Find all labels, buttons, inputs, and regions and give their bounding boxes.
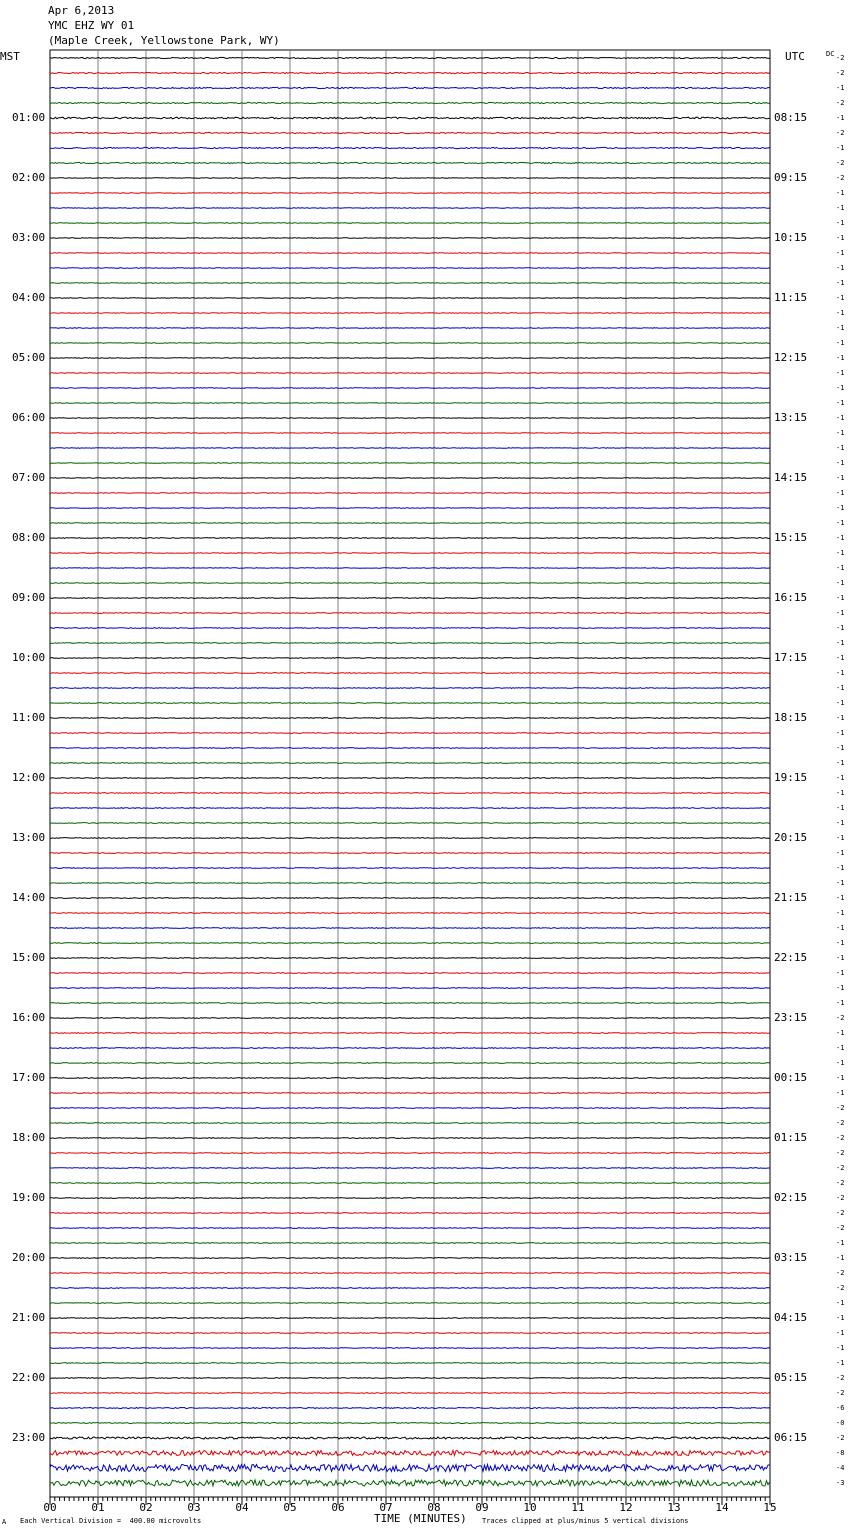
dc-offset-label: -1 — [836, 849, 845, 857]
trace-line — [50, 1408, 770, 1409]
x-tick-label: 13 — [667, 1501, 681, 1514]
dc-offset-label: -1 — [836, 354, 845, 362]
trace-line — [50, 418, 770, 419]
trace-line — [50, 433, 770, 434]
trace-line — [50, 1018, 770, 1019]
dc-offset-label: -6 — [836, 1404, 845, 1412]
right-hour-label: 14:15 — [774, 471, 808, 484]
trace-line — [50, 583, 770, 584]
dc-offset-label: -2 — [836, 54, 845, 62]
trace-line — [50, 373, 770, 374]
trace-line — [50, 523, 770, 524]
x-tick-label: 02 — [139, 1501, 153, 1514]
dc-offset-label: -2 — [836, 1134, 845, 1142]
trace-line — [50, 1378, 770, 1379]
trace-line — [50, 223, 770, 224]
trace-line — [50, 568, 770, 569]
trace-line — [50, 238, 770, 239]
left-hour-label: 02:00 — [12, 171, 46, 184]
trace-line — [50, 688, 770, 689]
dc-offset-label: -2 — [836, 1194, 845, 1202]
dc-offset-label: -2 — [836, 159, 845, 167]
dc-offset-label: -1 — [836, 459, 845, 467]
dc-offset-label: -2 — [836, 1014, 845, 1022]
trace-line — [50, 388, 770, 389]
trace-line — [50, 598, 770, 599]
dc-offset-label: -1 — [836, 444, 845, 452]
trace-line — [50, 1003, 770, 1004]
left-hour-label: 13:00 — [12, 831, 46, 844]
right-hour-label: 06:15 — [774, 1431, 808, 1444]
trace-line — [50, 1228, 770, 1229]
dc-offset-label: -1 — [836, 1344, 845, 1352]
dc-offset-label: -1 — [836, 714, 845, 722]
trace-line — [50, 57, 770, 58]
right-hour-label: 15:15 — [774, 531, 808, 544]
trace-line — [50, 1273, 770, 1274]
dc-offset-label: -1 — [836, 1059, 845, 1067]
x-tick-label: 08 — [427, 1501, 441, 1514]
trace-line — [50, 253, 770, 254]
dc-offset-label: -1 — [836, 414, 845, 422]
trace-line — [50, 883, 770, 884]
dc-offset-label: -1 — [836, 489, 845, 497]
dc-offset-label: -1 — [836, 204, 845, 212]
dc-offset-label: -1 — [836, 1254, 845, 1262]
left-hour-label: 20:00 — [12, 1251, 46, 1264]
right-hour-label: 22:15 — [774, 951, 808, 964]
trace-line — [50, 913, 770, 914]
trace-line — [50, 1258, 770, 1259]
trace-line — [50, 613, 770, 614]
trace-line — [50, 298, 770, 299]
dc-offset-label: -1 — [836, 1239, 845, 1247]
left-hour-label: 18:00 — [12, 1131, 46, 1144]
dc-offset-label: -1 — [836, 309, 845, 317]
scale-note: Each Vertical Division = 400.00 microvolts — [20, 1517, 202, 1525]
dc-offset-label: -1 — [836, 84, 845, 92]
trace-line — [50, 1063, 770, 1064]
left-hour-label: 11:00 — [12, 711, 46, 724]
dc-offset-label: -1 — [836, 219, 845, 227]
left-hour-label: 05:00 — [12, 351, 46, 364]
left-hour-label: 14:00 — [12, 891, 46, 904]
trace-line — [50, 868, 770, 869]
x-axis-title: TIME (MINUTES) — [374, 1512, 467, 1525]
dc-offset-label: -1 — [836, 639, 845, 647]
dc-offset-label: -1 — [836, 369, 845, 377]
trace-line — [50, 1048, 770, 1049]
dc-offset-label: -2 — [836, 1164, 845, 1172]
left-hour-label: 12:00 — [12, 771, 46, 784]
dc-offset-label: -1 — [836, 729, 845, 737]
dc-offset-label: -1 — [836, 1029, 845, 1037]
trace-line — [50, 1393, 770, 1394]
left-hour-label: 19:00 — [12, 1191, 46, 1204]
trace-line — [50, 1108, 770, 1109]
trace-line — [50, 1033, 770, 1034]
right-hour-label: 16:15 — [774, 591, 808, 604]
dc-offset-label: -1 — [836, 534, 845, 542]
trace-line — [50, 958, 770, 959]
right-hour-label: 19:15 — [774, 771, 808, 784]
dc-offset-label: -1 — [836, 519, 845, 527]
dc-offset-label: -0 — [836, 1419, 845, 1427]
dc-offset-label: -1 — [836, 579, 845, 587]
dc-offset-label: -1 — [836, 504, 845, 512]
x-tick-label: 06 — [331, 1501, 345, 1514]
right-hour-label: 00:15 — [774, 1071, 808, 1084]
dc-offset-label: -1 — [836, 384, 845, 392]
trace-line — [50, 838, 770, 839]
trace-line — [50, 1243, 770, 1244]
dc-offset-label: -2 — [836, 1434, 845, 1442]
left-hour-label: 01:00 — [12, 111, 46, 124]
dc-offset-label: -3 — [836, 1479, 845, 1487]
trace-line — [50, 973, 770, 974]
right-hour-label: 23:15 — [774, 1011, 808, 1024]
left-hour-label: 22:00 — [12, 1371, 46, 1384]
dc-offset-label: -1 — [836, 654, 845, 662]
right-axis-label: UTC — [785, 50, 805, 63]
dc-offset-label: -1 — [836, 609, 845, 617]
dc-offset-label: -1 — [836, 144, 845, 152]
trace-line — [50, 1078, 770, 1079]
dc-offset-label: -1 — [836, 399, 845, 407]
left-hour-label: 15:00 — [12, 951, 46, 964]
left-axis-label: MST — [0, 50, 20, 63]
trace-line — [50, 1138, 770, 1139]
dc-offset-label: -2 — [836, 1179, 845, 1187]
dc-offset-label: -2 — [836, 1119, 845, 1127]
trace-line — [50, 628, 770, 629]
trace-line — [50, 478, 770, 479]
dc-offset-label: -4 — [836, 1464, 845, 1472]
dc-offset-label: -2 — [836, 1284, 845, 1292]
dc-offset-label: -1 — [836, 114, 845, 122]
x-tick-label: 00 — [43, 1501, 57, 1514]
trace-line — [50, 748, 770, 749]
dc-offset-label: -1 — [836, 549, 845, 557]
dc-offset-label: -1 — [836, 834, 845, 842]
trace-line — [50, 1198, 770, 1199]
left-hour-label: 17:00 — [12, 1071, 46, 1084]
x-tick-label: 05 — [283, 1501, 297, 1514]
trace-line — [50, 778, 770, 779]
dc-offset-label: -1 — [836, 624, 845, 632]
left-hour-label: 08:00 — [12, 531, 46, 544]
date-label: Apr 6,2013 — [48, 4, 115, 17]
trace-line — [50, 673, 770, 674]
x-tick-label: 10 — [523, 1501, 537, 1514]
dc-offset-label: -1 — [836, 264, 845, 272]
dc-offset-label: -2 — [836, 129, 845, 137]
trace-line — [50, 328, 770, 329]
dc-offset-label: -1 — [836, 294, 845, 302]
trace-line — [50, 1437, 770, 1439]
trace-line — [50, 1451, 770, 1456]
right-hour-label: 03:15 — [774, 1251, 808, 1264]
dc-offset-label: -2 — [836, 174, 845, 182]
clip-note: Traces clipped at plus/minus 5 vertical divisions — [482, 1517, 689, 1525]
trace-line — [50, 718, 770, 719]
dc-offset-label: -1 — [836, 1314, 845, 1322]
dc-offset-label: -1 — [836, 1329, 845, 1337]
right-hour-label: 13:15 — [774, 411, 808, 424]
trace-line — [50, 268, 770, 269]
left-hour-label: 03:00 — [12, 231, 46, 244]
dc-offset-label: -2 — [836, 1149, 845, 1157]
dc-offset-label: -1 — [836, 1299, 845, 1307]
station-label: YMC EHZ WY 01 — [48, 19, 135, 32]
left-hour-label: 06:00 — [12, 411, 46, 424]
trace-line — [50, 1213, 770, 1214]
trace-line — [50, 733, 770, 734]
x-tick-label: 12 — [619, 1501, 633, 1514]
trace-line — [50, 403, 770, 404]
right-hour-label: 18:15 — [774, 711, 808, 724]
trace-line — [50, 1480, 770, 1486]
trace-line — [50, 898, 770, 899]
dc-offset-label: -1 — [836, 939, 845, 947]
right-hour-label: 01:15 — [774, 1131, 808, 1144]
dc-offset-label: -1 — [836, 954, 845, 962]
trace-line — [50, 448, 770, 449]
right-hour-label: 20:15 — [774, 831, 808, 844]
dc-offset-label: -1 — [836, 1359, 845, 1367]
trace-line — [50, 823, 770, 824]
dc-offset-label: -2 — [836, 1389, 845, 1397]
trace-line — [50, 1303, 770, 1304]
dc-offset-label: -2 — [836, 1224, 845, 1232]
dc-offset-label: -1 — [836, 759, 845, 767]
trace-line — [50, 1183, 770, 1184]
x-tick-label: 14 — [715, 1501, 729, 1514]
dc-offset-label: -1 — [836, 234, 845, 242]
x-tick-label: 01 — [91, 1501, 105, 1514]
dc-offset-label: -1 — [836, 564, 845, 572]
trace-line — [50, 988, 770, 989]
trace-line — [50, 1348, 770, 1349]
trace-line — [50, 102, 770, 103]
dc-offset-label: -1 — [836, 1089, 845, 1097]
location-label: (Maple Creek, Yellowstone Park, WY) — [48, 34, 280, 47]
trace-line — [50, 703, 770, 704]
x-tick-label: 15 — [763, 1501, 777, 1514]
dc-offset-label: -1 — [836, 1044, 845, 1052]
trace-line — [50, 343, 770, 344]
dc-offset-label: -1 — [836, 879, 845, 887]
left-hour-label: 16:00 — [12, 1011, 46, 1024]
dc-offset-label: -1 — [836, 819, 845, 827]
dc-offset-label: -1 — [836, 909, 845, 917]
trace-line — [50, 193, 770, 194]
dc-offset-label: -8 — [836, 1449, 845, 1457]
trace-line — [50, 1465, 770, 1472]
trace-line — [50, 1333, 770, 1334]
dc-offset-label: -1 — [836, 999, 845, 1007]
dc-offset-label: -2 — [836, 99, 845, 107]
trace-line — [50, 508, 770, 509]
trace-line — [50, 313, 770, 314]
x-tick-label: 07 — [379, 1501, 393, 1514]
dc-offset-label: -1 — [836, 189, 845, 197]
dc-offset-label: -1 — [836, 699, 845, 707]
trace-line — [50, 1423, 770, 1424]
dc-offset-label: -2 — [836, 1104, 845, 1112]
trace-line — [50, 553, 770, 554]
left-hour-label: 04:00 — [12, 291, 46, 304]
trace-line — [50, 162, 770, 163]
dc-label: DC — [826, 50, 835, 58]
trace-line — [50, 178, 770, 179]
right-hour-label: 08:15 — [774, 111, 808, 124]
left-hour-label: 07:00 — [12, 471, 46, 484]
left-hour-label: 23:00 — [12, 1431, 46, 1444]
dc-offset-label: -1 — [836, 984, 845, 992]
left-hour-label: 10:00 — [12, 651, 46, 664]
dc-offset-label: -1 — [836, 474, 845, 482]
trace-line — [50, 1153, 770, 1154]
dc-offset-label: -1 — [836, 339, 845, 347]
right-hour-label: 17:15 — [774, 651, 808, 664]
dc-offset-label: -2 — [836, 1269, 845, 1277]
trace-line — [50, 538, 770, 539]
left-hour-label: 09:00 — [12, 591, 46, 604]
dc-offset-label: -1 — [836, 774, 845, 782]
dc-offset-label: -1 — [836, 864, 845, 872]
x-tick-label: 09 — [475, 1501, 489, 1514]
trace-line — [50, 1168, 770, 1169]
trace-line — [50, 358, 770, 359]
x-tick-label: 11 — [571, 1501, 585, 1514]
trace-line — [50, 463, 770, 464]
dc-offset-label: -1 — [836, 1074, 845, 1082]
dc-offset-label: -2 — [836, 1209, 845, 1217]
right-hour-label: 04:15 — [774, 1311, 808, 1324]
dc-offset-label: -2 — [836, 69, 845, 77]
trace-line — [50, 208, 770, 209]
dc-offset-label: -1 — [836, 669, 845, 677]
trace-line — [50, 808, 770, 809]
x-tick-label: 03 — [187, 1501, 201, 1514]
plot-frame — [50, 50, 770, 1497]
dc-offset-label: -1 — [836, 279, 845, 287]
trace-line — [50, 283, 770, 284]
trace-line — [50, 763, 770, 764]
trace-line — [50, 147, 770, 148]
trace-line — [50, 643, 770, 644]
dc-offset-label: -1 — [836, 969, 845, 977]
trace-line — [50, 1318, 770, 1319]
dc-offset-label: -2 — [836, 1374, 845, 1382]
trace-line — [50, 493, 770, 494]
right-hour-label: 02:15 — [774, 1191, 808, 1204]
trace-line — [50, 658, 770, 659]
dc-offset-label: -1 — [836, 429, 845, 437]
trace-line — [50, 943, 770, 944]
trace-line — [50, 132, 770, 133]
trace-line — [50, 72, 770, 73]
right-hour-label: 21:15 — [774, 891, 808, 904]
dc-offset-label: -1 — [836, 249, 845, 257]
dc-offset-label: -1 — [836, 804, 845, 812]
dc-offset-label: -1 — [836, 684, 845, 692]
right-hour-label: 12:15 — [774, 351, 808, 364]
dc-offset-label: -1 — [836, 324, 845, 332]
corner-mark: A — [2, 1518, 7, 1526]
left-hour-label: 21:00 — [12, 1311, 46, 1324]
right-hour-label: 09:15 — [774, 171, 808, 184]
trace-line — [50, 87, 770, 88]
trace-line — [50, 1288, 770, 1289]
trace-line — [50, 1123, 770, 1124]
trace-line — [50, 117, 770, 119]
right-hour-label: 10:15 — [774, 231, 808, 244]
trace-line — [50, 793, 770, 794]
trace-line — [50, 853, 770, 854]
dc-offset-label: -1 — [836, 924, 845, 932]
dc-offset-label: -1 — [836, 894, 845, 902]
x-tick-label: 04 — [235, 1501, 249, 1514]
right-hour-label: 11:15 — [774, 291, 808, 304]
right-hour-label: 05:15 — [774, 1371, 808, 1384]
trace-line — [50, 1093, 770, 1094]
dc-offset-label: -1 — [836, 789, 845, 797]
trace-line — [50, 1363, 770, 1364]
trace-line — [50, 928, 770, 929]
dc-offset-label: -1 — [836, 744, 845, 752]
dc-offset-label: -1 — [836, 594, 845, 602]
